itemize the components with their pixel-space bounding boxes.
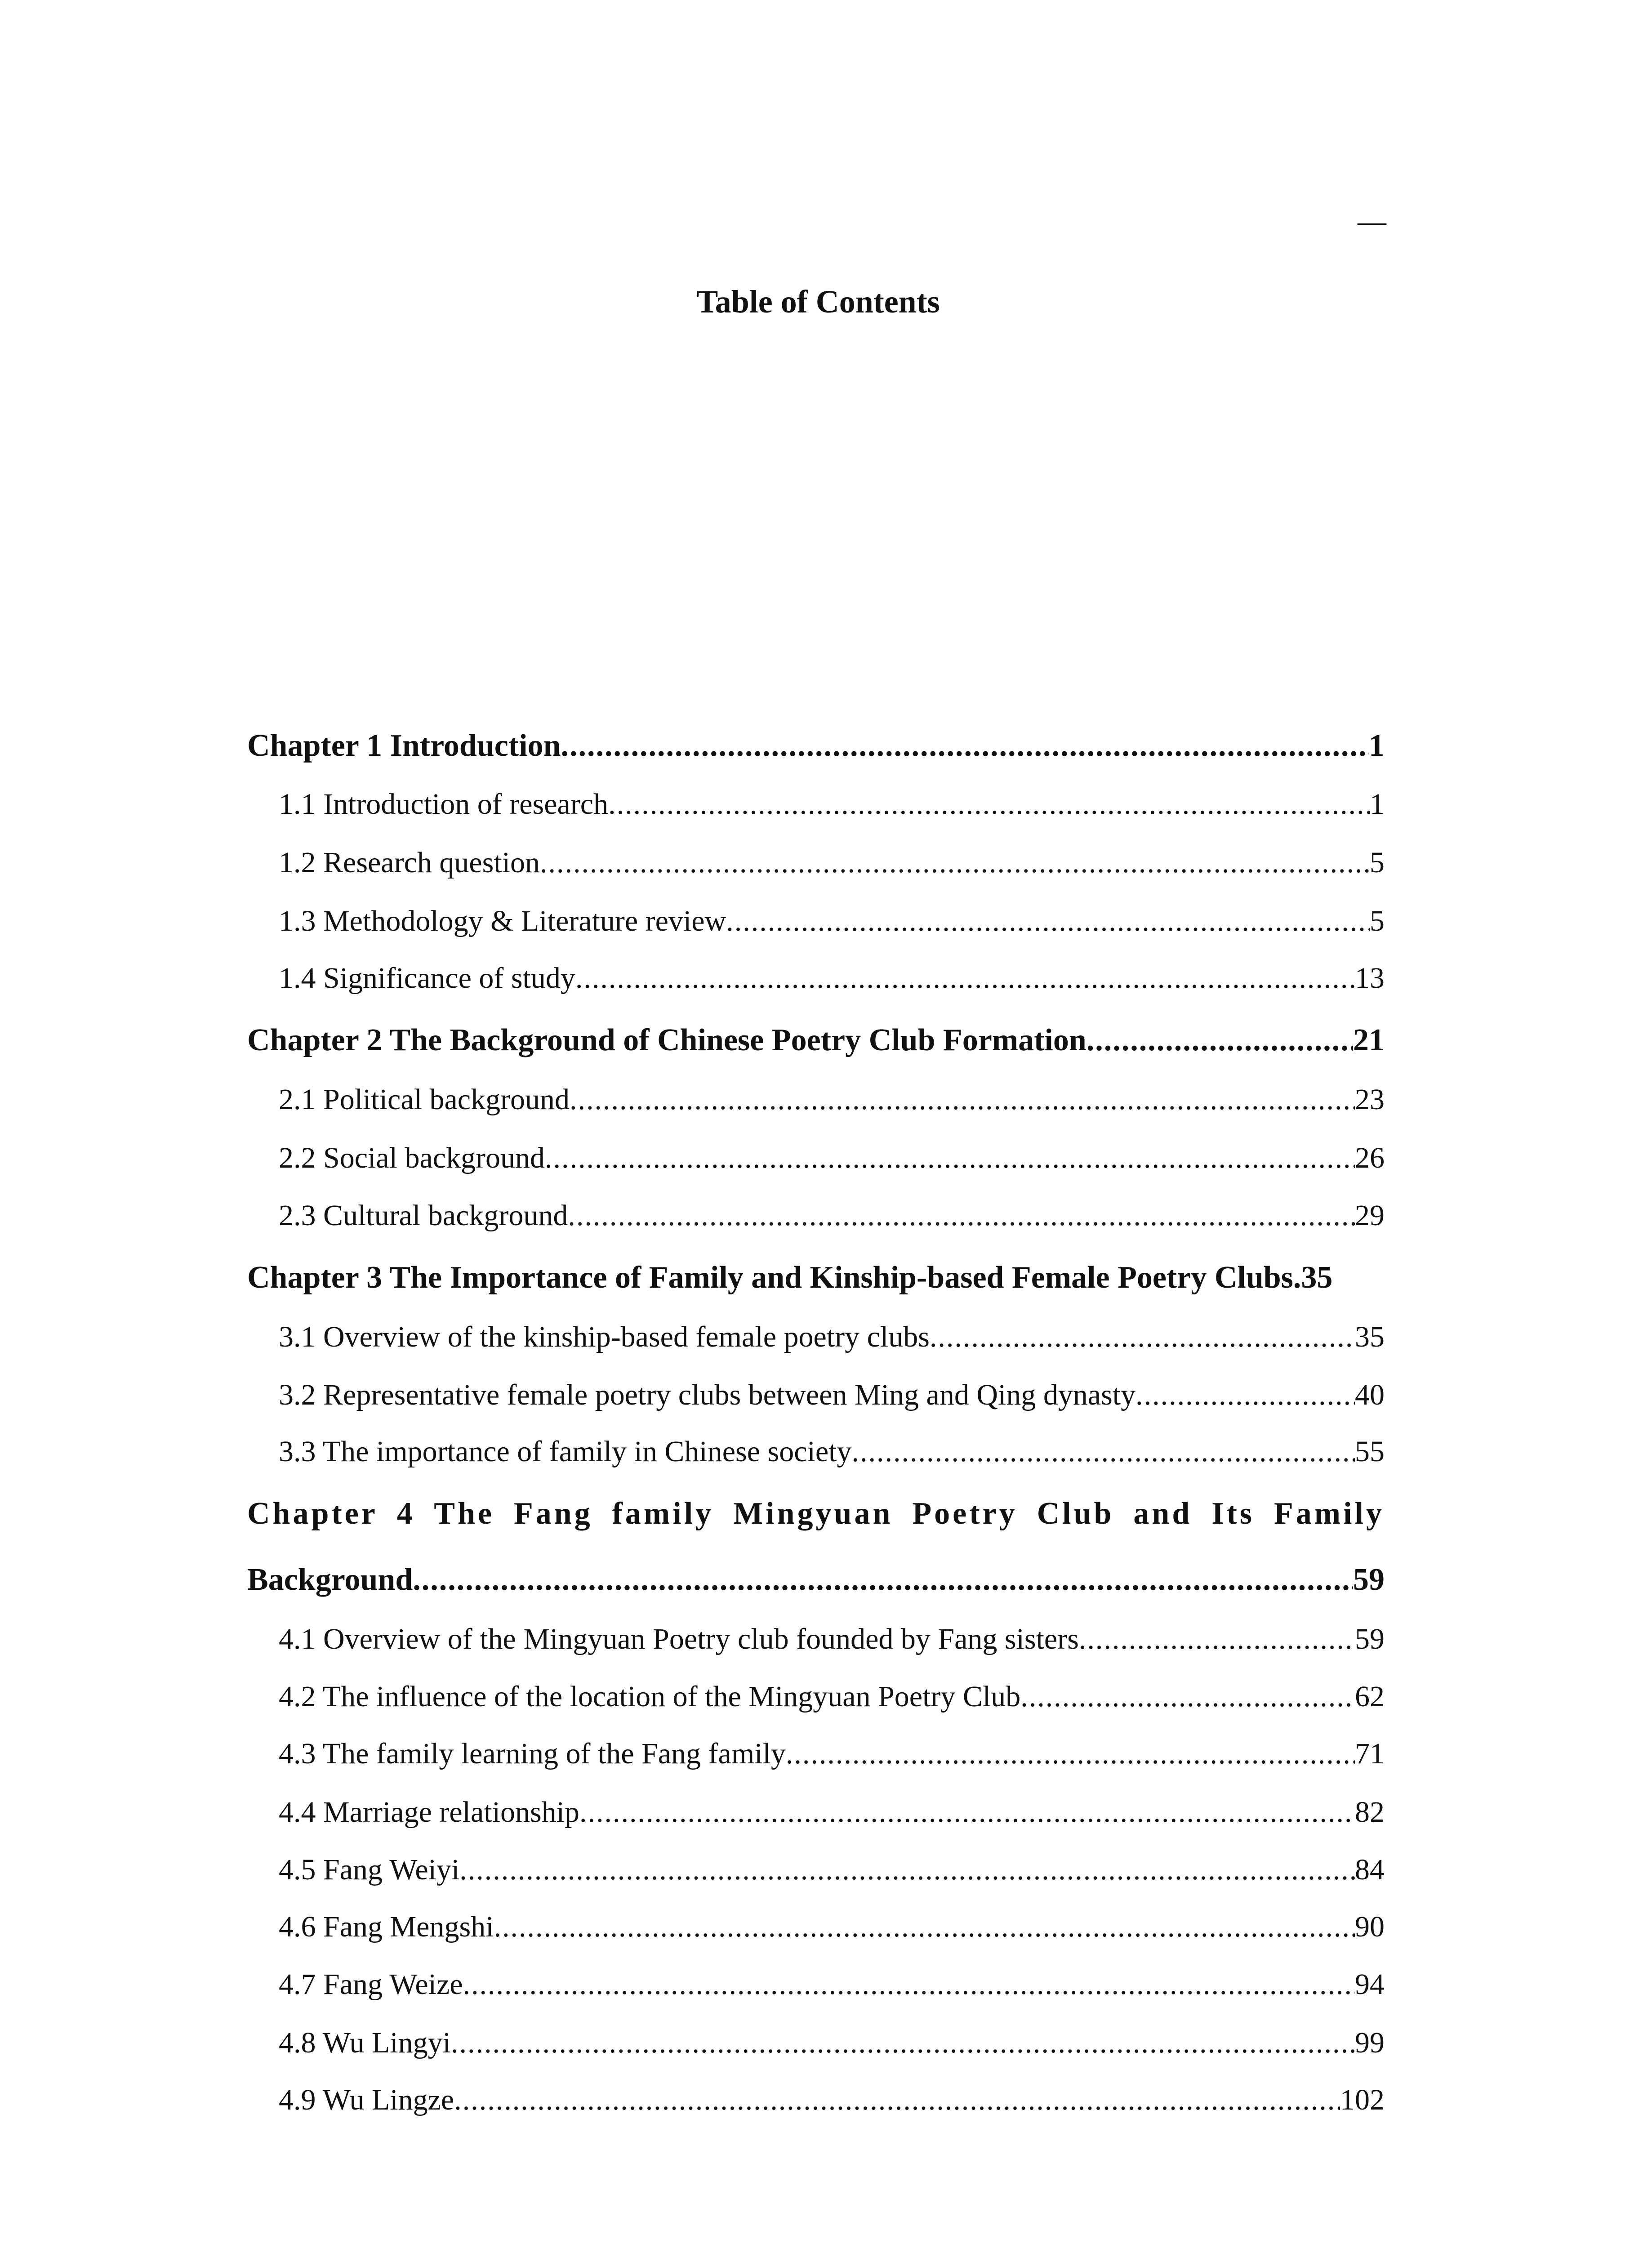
toc-section-4-4[interactable] [279,1796,1385,1829]
toc-entry-label: 1.4 Significance of study [279,962,575,995]
toc-page-number: 35 [1355,1321,1385,1353]
toc-leader [1086,1023,1353,1057]
toc-entry-label: 4.5 Fang Weiyi [279,1854,460,1886]
toc-entry-label: Chapter 3 The Importance of Family and Kinship-based Female Poetry Clubs. [247,1260,1301,1295]
toc-entry-label: 3.2 Representative female poetry clubs between Ming and Qing dynasty [279,1379,1136,1411]
toc-leader [451,2027,1355,2060]
toc-page-number: 90 [1355,1911,1385,1943]
toc-leader [570,1084,1355,1116]
toc-entry-label: 3.1 Overview of the kinship-based female poetry clubs [279,1321,930,1353]
toc-section-3-2[interactable] [279,1379,1385,1412]
toc-leader [463,1968,1355,2001]
toc-entry-label: 1.3 Methodology & Literature review [279,905,726,937]
toc-section-2-3[interactable] [279,1200,1385,1232]
toc-leader [413,1562,1353,1597]
toc-page-number: 5 [1370,905,1385,937]
toc-leader [494,1911,1355,1944]
toc-page-number: 102 [1340,2084,1385,2116]
toc-chapter-2[interactable] [247,1023,1385,1057]
toc-page-number: 29 [1355,1200,1385,1232]
toc-entry-label: 3.3 The importance of family in Chinese society [279,1436,852,1468]
toc-entry-label: 1.2 Research question [279,847,540,879]
toc-section-4-2[interactable] [279,1681,1385,1713]
toc-leader [575,962,1355,995]
toc-leader [608,788,1370,821]
toc-page-number: 35 [1301,1260,1333,1295]
toc-leader [459,1854,1355,1887]
toc-page-number: 40 [1355,1379,1385,1411]
toc-entry-label: Chapter 1 Introduction [247,728,561,763]
toc-leader [1020,1681,1355,1713]
toc-entry-label: Background [247,1562,413,1597]
toc-entry-label: 2.3 Cultural background [279,1200,568,1232]
toc-section-2-1[interactable] [279,1084,1385,1116]
toc-leader [786,1738,1355,1771]
toc-leader [454,2084,1340,2117]
toc-section-3-1[interactable] [279,1321,1385,1354]
toc-section-4-5[interactable] [279,1854,1385,1887]
toc-page-number: 99 [1355,2027,1385,2059]
toc-leader [1079,1623,1355,1656]
toc-page-number: 55 [1355,1436,1385,1468]
toc-page-number: 71 [1355,1738,1385,1770]
toc-leader [540,847,1370,879]
page-marker: — [1358,205,1386,237]
toc-section-1-4[interactable] [279,962,1385,995]
toc-section-3-3[interactable] [279,1436,1385,1468]
toc-chapter-4-line1[interactable]: Chapter 4 The Fang family Mingyuan Poetry Club and Its Family [247,1496,1385,1531]
toc-page-number: 13 [1355,962,1385,995]
page-title: Table of Contents [696,284,940,320]
toc-section-1-3[interactable] [279,905,1385,938]
toc-page-number: 21 [1353,1023,1385,1057]
toc-entry-label: 2.2 Social background [279,1142,545,1174]
toc-page-number: 1 [1370,788,1385,821]
toc-leader [930,1321,1355,1354]
toc-entry-label: Chapter 2 The Background of Chinese Poetry Club Formation [247,1023,1086,1057]
toc-section-4-8[interactable] [279,2027,1385,2060]
toc-entry-label: 1.1 Introduction of research [279,788,609,821]
toc-section-4-7[interactable] [279,1968,1385,2001]
toc-page-number: 94 [1355,1968,1385,2001]
toc-leader [561,728,1369,763]
toc-chapter-3[interactable] [247,1260,1385,1295]
toc-section-1-1[interactable] [279,788,1385,821]
toc-chapter-1[interactable] [247,728,1385,763]
toc-chapter-4[interactable] [247,1562,1385,1597]
toc-section-4-1[interactable] [279,1623,1385,1656]
toc-leader [568,1200,1355,1232]
toc-entry-label: 4.8 Wu Lingyi [279,2027,451,2059]
toc-leader [726,905,1370,938]
toc-section-1-2[interactable] [279,847,1385,879]
toc-section-4-3[interactable] [279,1738,1385,1771]
toc-entry-label: 4.7 Fang Weize [279,1968,463,2001]
toc-leader [579,1796,1355,1829]
toc-page-number: 62 [1355,1681,1385,1713]
toc-entry-label: 4.6 Fang Mengshi [279,1911,494,1943]
toc-page-number: 82 [1355,1796,1385,1829]
toc-entry-label: 4.1 Overview of the Mingyuan Poetry club founded by Fang sisters [279,1623,1079,1655]
toc-page-number: 1 [1369,728,1385,763]
toc-entry-label: 4.2 The influence of the location of the Mingyuan Poetry Club [279,1681,1021,1713]
toc-section-4-9[interactable] [279,2084,1385,2117]
toc-entry-label: 2.1 Political background [279,1084,570,1116]
toc-section-2-2[interactable] [279,1142,1385,1175]
toc-page-number: 23 [1355,1084,1385,1116]
toc-page-number: 5 [1370,847,1385,879]
toc-leader [545,1142,1355,1175]
toc-page-number: 59 [1353,1562,1385,1597]
toc-page-number: 84 [1355,1854,1385,1886]
toc-leader [851,1436,1355,1468]
toc-entry-label: 4.3 The family learning of the Fang family [279,1738,786,1770]
toc-entry-label: 4.9 Wu Lingze [279,2084,454,2116]
toc-page-number: 26 [1355,1142,1385,1174]
toc-section-4-6[interactable] [279,1911,1385,1944]
toc-entry-label: 4.4 Marriage relationship [279,1796,579,1829]
toc-page-number: 59 [1355,1623,1385,1655]
toc-leader [1135,1379,1355,1412]
